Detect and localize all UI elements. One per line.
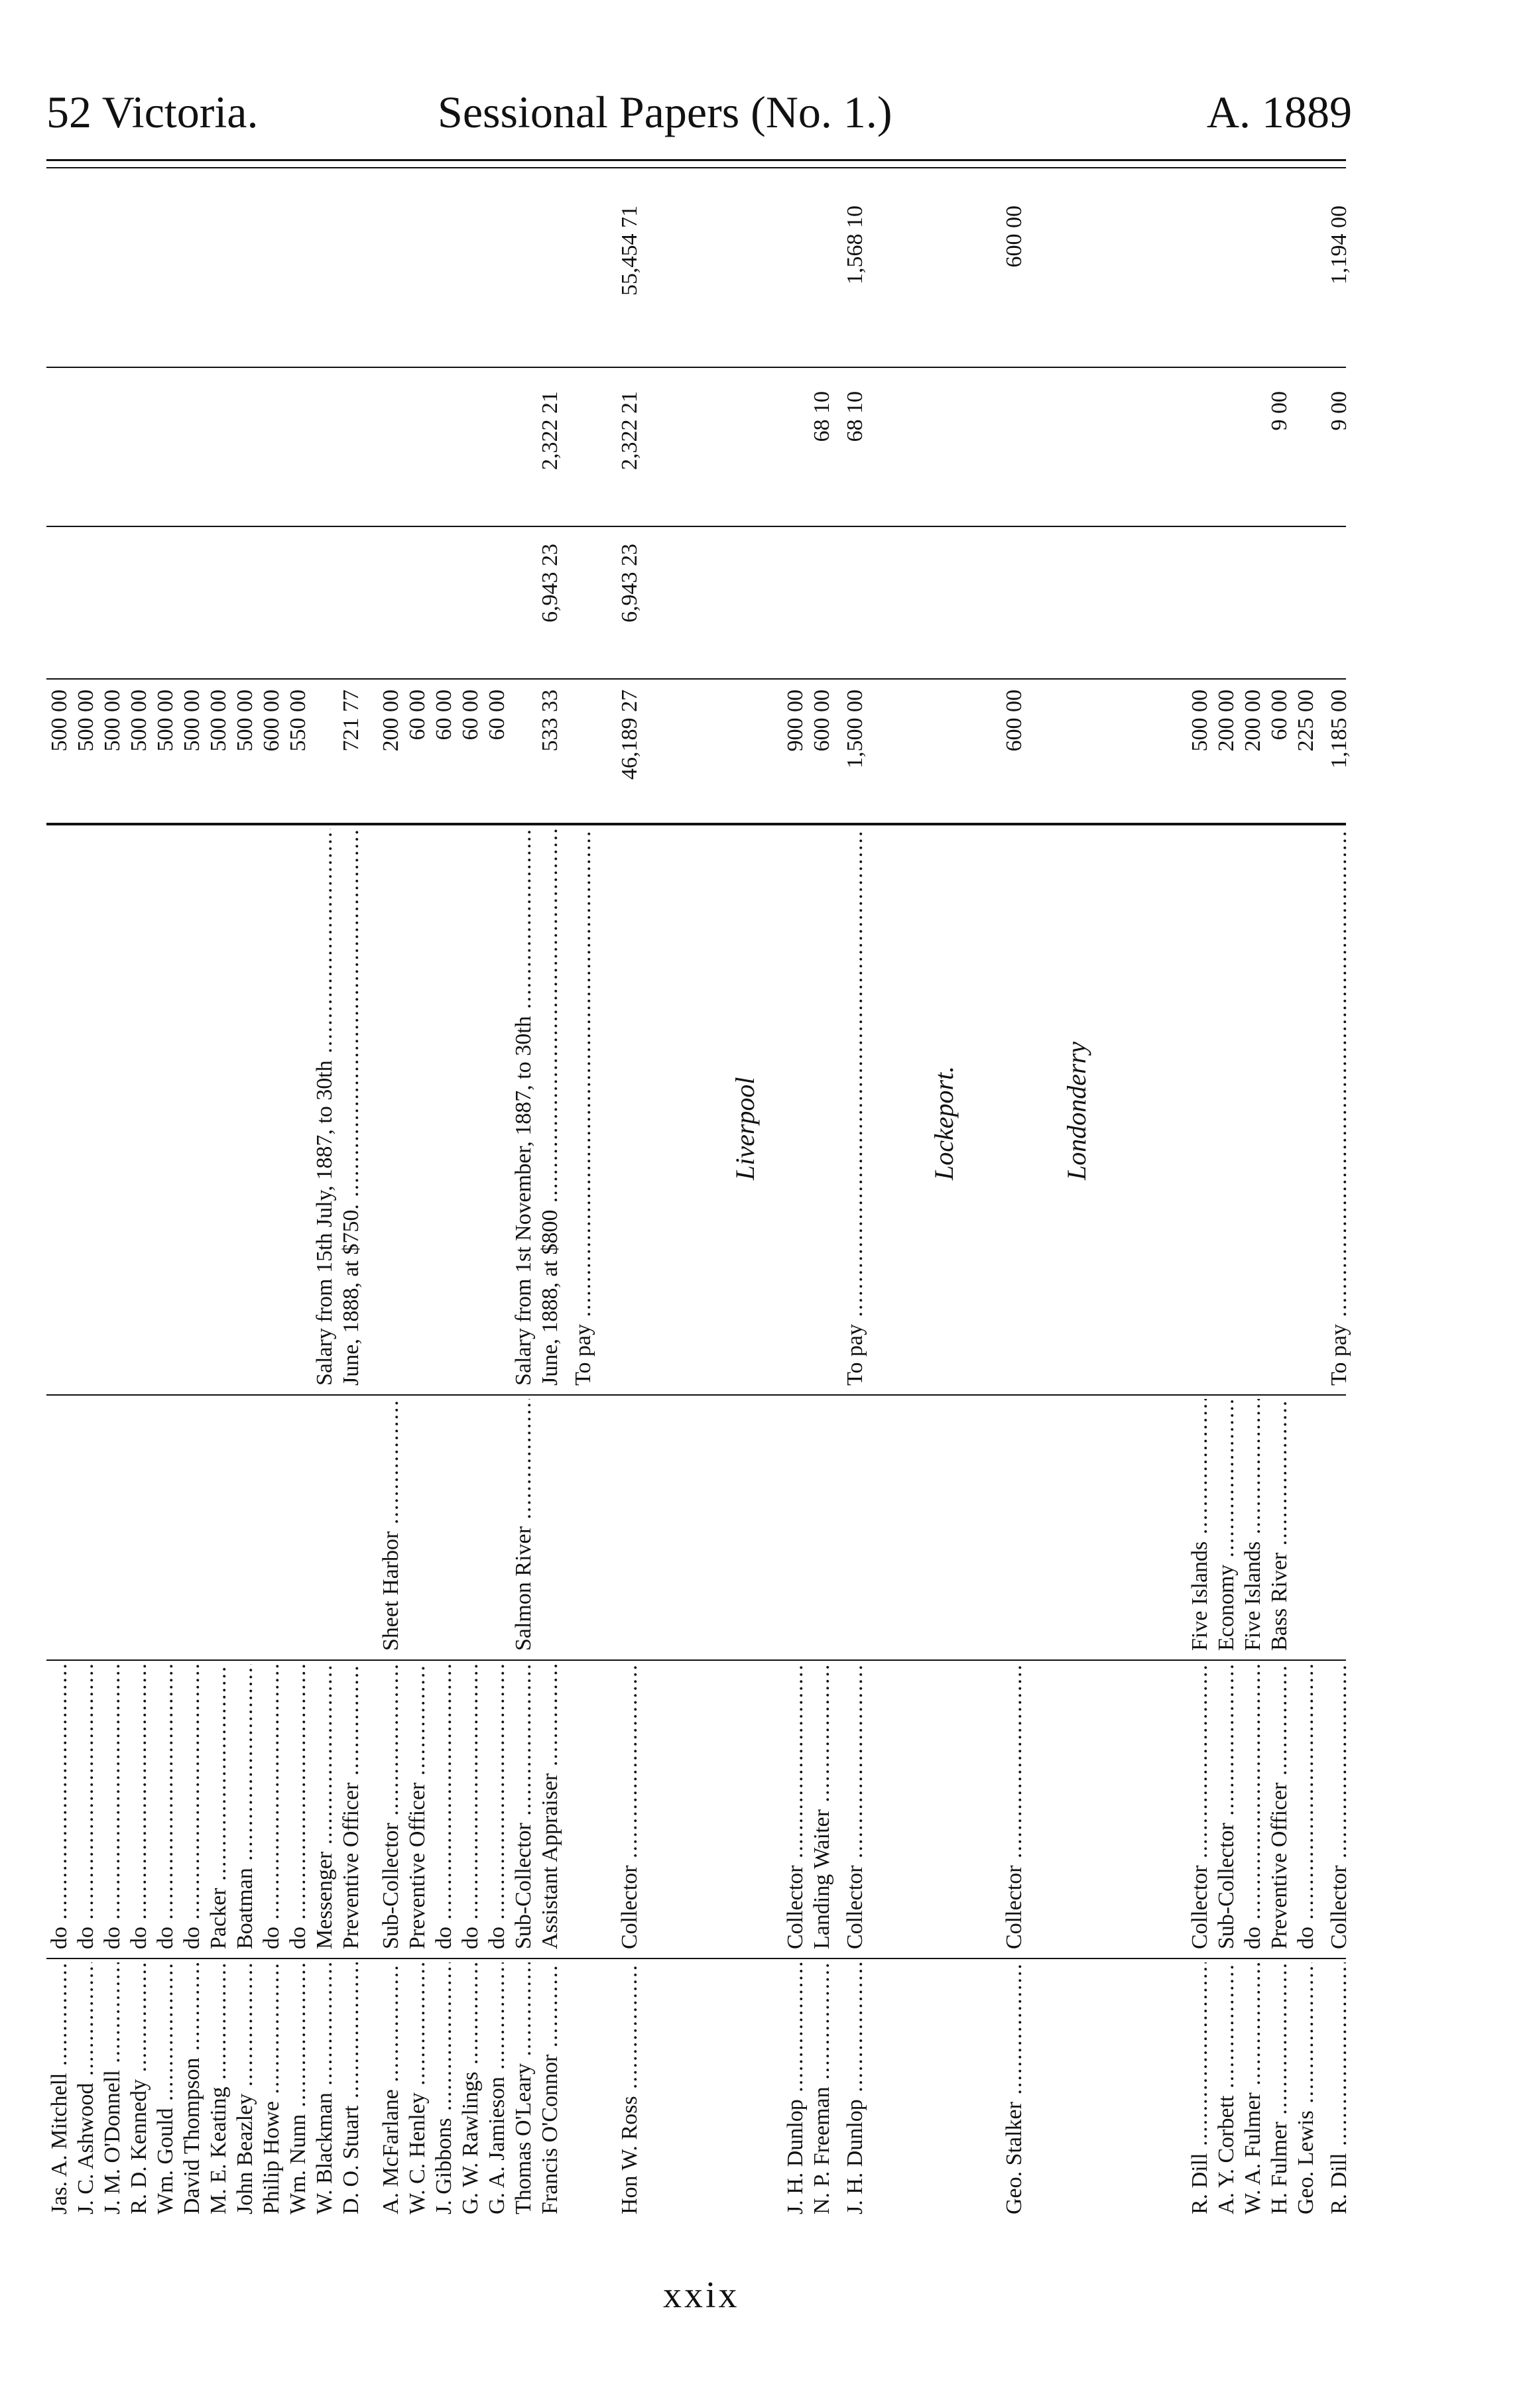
cell-office: do ..... — [1240, 1664, 1266, 1949]
table-row — [617, 186, 643, 2214]
cell-place: Bass River ..... — [1266, 1399, 1293, 1651]
cell-d: 600 00 — [1002, 206, 1026, 268]
cell-a: 1,500 00 — [843, 690, 867, 768]
cell-name: David Thompson ..... — [179, 1962, 206, 2214]
cell-name: J. C. Ashwood ..... — [73, 1962, 99, 2214]
cell-a: 600 00 — [1002, 690, 1026, 752]
cell-a: 60 00 — [1267, 690, 1292, 741]
header-rule-thin — [46, 167, 1346, 168]
cell-name: W. A. Fulmer ..... — [1240, 1962, 1266, 2214]
cell-office: Sub-Collector ..... — [511, 1664, 537, 1949]
cell-name: H. Fulmer ..... — [1266, 1962, 1293, 2214]
table-row — [126, 186, 153, 2214]
cell-office: Collector ..... — [617, 1664, 643, 1949]
cell-a: 500 00 — [100, 690, 125, 752]
cell-office: do ..... — [484, 1664, 511, 1949]
cell-a: 500 00 — [153, 690, 178, 752]
cell-office: Collector ..... — [1001, 1664, 1028, 1949]
cell-remark: June, 1888, at $750. ..... — [338, 829, 365, 1386]
cell-name: Geo. Lewis ..... — [1293, 1962, 1319, 2214]
cell-name: Wm. Gould ..... — [153, 1962, 179, 2214]
cell-office: Sub-Collector ..... — [378, 1664, 404, 1949]
cell-c: 2,322 21 — [617, 391, 642, 470]
cell-name: J. M. O'Donnell ..... — [99, 1962, 126, 2214]
cell-place: Five Islands ..... — [1187, 1399, 1213, 1651]
cell-name: Philip Howe ..... — [259, 1962, 285, 2214]
cell-remark: To pay ..... — [570, 829, 597, 1386]
cell-office: Landing Waiter ..... — [809, 1664, 835, 1949]
table-row — [312, 186, 338, 2214]
cell-a: 60 00 — [405, 690, 430, 741]
cell-c: 9 00 — [1327, 391, 1351, 431]
cell-place: Salmon River ..... — [511, 1399, 537, 1651]
cell-b: 6,943 23 — [617, 544, 642, 623]
cell-name: J. H. Dunlop ..... — [782, 1962, 809, 2214]
cell-office: do ..... — [285, 1664, 312, 1949]
cell-office: Messenger ..... — [312, 1664, 338, 1949]
cell-office: do ..... — [126, 1664, 153, 1949]
cell-office: Preventive Officer ..... — [338, 1664, 365, 1949]
header-volume: 52 Victoria. — [46, 87, 259, 137]
cell-office: Assistant Appraiser ..... — [537, 1664, 564, 1949]
table-row — [1240, 186, 1266, 2214]
cell-office: do ..... — [431, 1664, 458, 1949]
cell-a: 721 77 — [339, 690, 363, 752]
table-row — [153, 186, 179, 2214]
cell-name: G. A. Jamieson ..... — [484, 1962, 511, 2214]
cell-name: R. Dill ..... — [1187, 1962, 1213, 2214]
table-row — [338, 186, 365, 2214]
cell-office: Collector ..... — [842, 1664, 869, 1949]
cell-a: 46,189 27 — [617, 690, 642, 780]
cell-name: W. C. Henley ..... — [404, 1962, 431, 2214]
table-row — [1001, 186, 1028, 2214]
cell-c: 68 10 — [810, 391, 834, 442]
table-row — [431, 186, 458, 2214]
salary-table — [46, 186, 1351, 2214]
cell-office: Packer ..... — [206, 1664, 232, 1949]
section-londonderry: Londonderry — [1062, 1042, 1091, 1180]
cell-office: do ..... — [259, 1664, 285, 1949]
cell-name: Thomas O'Leary ..... — [511, 1962, 537, 2214]
table-row — [809, 186, 835, 2214]
header-rule — [46, 159, 1346, 161]
cell-b: 6,943 23 — [538, 544, 562, 623]
cell-a: 500 00 — [127, 690, 151, 752]
section-lockeport: Lockeport. — [929, 1065, 959, 1180]
header-year: A. 1889 — [1206, 87, 1352, 137]
cell-office: Boatman ..... — [232, 1664, 259, 1949]
cell-name: John Beazley ..... — [232, 1962, 259, 2214]
table-row — [206, 186, 232, 2214]
cell-office: do ..... — [73, 1664, 99, 1949]
cell-remark: June, 1888, at $800 ..... — [537, 829, 564, 1386]
cell-a: 533 33 — [538, 690, 562, 752]
cell-d: 1,568 10 — [843, 206, 867, 284]
table-row — [1293, 186, 1319, 2214]
cell-c: 9 00 — [1267, 391, 1292, 431]
cell-name: Geo. Stalker ..... — [1001, 1962, 1028, 2214]
cell-a: 1,185 00 — [1327, 690, 1351, 768]
table-row — [782, 186, 809, 2214]
header-title: Sessional Papers (No. 1.) — [438, 87, 892, 137]
cell-name: M. E. Keating ..... — [206, 1962, 232, 2214]
cell-office: Preventive Officer ..... — [1266, 1664, 1293, 1949]
table-row — [537, 186, 564, 2214]
table-row — [285, 186, 312, 2214]
table-row — [46, 186, 73, 2214]
cell-place: Economy ..... — [1213, 1399, 1240, 1651]
cell-office: Collector ..... — [1326, 1664, 1353, 1949]
table-row — [511, 186, 537, 2214]
cell-office: Preventive Officer ..... — [404, 1664, 431, 1949]
cell-a: 60 00 — [458, 690, 483, 741]
section-liverpool: Liverpool — [730, 1077, 760, 1180]
cell-remark: Salary from 1st November, 1887, to 30th ..... — [511, 829, 537, 1386]
cell-a: 500 00 — [1188, 690, 1212, 752]
table-row — [99, 186, 126, 2214]
table-row — [1213, 186, 1240, 2214]
cell-name: W. Blackman ..... — [312, 1962, 338, 2214]
cell-name: J. H. Dunlop ..... — [842, 1962, 869, 2214]
cell-a: 225 00 — [1294, 690, 1318, 752]
cell-office: do ..... — [179, 1664, 206, 1949]
cell-a: 60 00 — [432, 690, 456, 741]
page-number: xxix — [663, 2275, 740, 2316]
cell-a: 60 00 — [485, 690, 509, 741]
cell-name: Francis O'Connor ..... — [537, 1962, 564, 2214]
cell-name: R. D. Kennedy ..... — [126, 1962, 153, 2214]
cell-office: do ..... — [458, 1664, 484, 1949]
cell-a: 200 00 — [1214, 690, 1239, 752]
cell-name: Jas. A. Mitchell ..... — [46, 1962, 73, 2214]
table-row — [842, 186, 869, 2214]
cell-a: 200 00 — [379, 690, 403, 752]
table-row — [484, 186, 511, 2214]
cell-a: 900 00 — [783, 690, 808, 752]
cell-office: Sub-Collector ..... — [1213, 1664, 1240, 1949]
cell-a: 500 00 — [180, 690, 204, 752]
cell-remark: To pay ..... — [842, 829, 869, 1386]
cell-office: do ..... — [153, 1664, 179, 1949]
cell-c: 2,322 21 — [538, 391, 562, 470]
cell-office: Collector ..... — [1187, 1664, 1213, 1949]
cell-office: do ..... — [46, 1664, 73, 1949]
cell-name: A. McFarlane ..... — [378, 1962, 404, 2214]
cell-office: Collector ..... — [782, 1664, 809, 1949]
cell-name: R. Dill ..... — [1326, 1962, 1353, 2214]
cell-name: G. W. Rawlings ..... — [458, 1962, 484, 2214]
table-row — [259, 186, 285, 2214]
cell-name: Hon W. Ross ..... — [617, 1962, 643, 2214]
cell-remark: Salary from 15th July, 1887, to 30th ..... — [312, 829, 338, 1386]
cell-a: 600 00 — [810, 690, 834, 752]
table-row — [378, 186, 404, 2214]
table-row — [73, 186, 99, 2214]
table-row — [179, 186, 206, 2214]
cell-office: do ..... — [99, 1664, 126, 1949]
table-row — [458, 186, 484, 2214]
cell-remark: To pay ..... — [1326, 829, 1353, 1386]
table-row — [1266, 186, 1293, 2214]
cell-office: do ..... — [1293, 1664, 1319, 1949]
cell-d: 1,194 00 — [1327, 206, 1351, 284]
cell-a: 200 00 — [1241, 690, 1265, 752]
cell-name: A. Y. Corbett ..... — [1213, 1962, 1240, 2214]
cell-name: Wm. Nunn ..... — [285, 1962, 312, 2214]
cell-a: 500 00 — [74, 690, 98, 752]
table-row — [232, 186, 259, 2214]
cell-name: D. O. Stuart ..... — [338, 1962, 365, 2214]
cell-a: 600 00 — [259, 690, 284, 752]
cell-a: 500 00 — [233, 690, 257, 752]
cell-a: 500 00 — [47, 690, 72, 752]
cell-name: N. P. Freeman ..... — [809, 1962, 835, 2214]
cell-place: Sheet Harbor ..... — [378, 1399, 404, 1651]
cell-place: Five Islands ..... — [1240, 1399, 1266, 1651]
cell-c: 68 10 — [843, 391, 867, 442]
table-row — [570, 186, 597, 2214]
table-row — [404, 186, 431, 2214]
table-row — [1187, 186, 1213, 2214]
cell-name: J. Gibbons ..... — [431, 1962, 458, 2214]
cell-a: 550 00 — [286, 690, 310, 752]
table-row — [1326, 186, 1353, 2214]
cell-a: 500 00 — [206, 690, 231, 752]
cell-d: 55,454 71 — [617, 206, 642, 296]
